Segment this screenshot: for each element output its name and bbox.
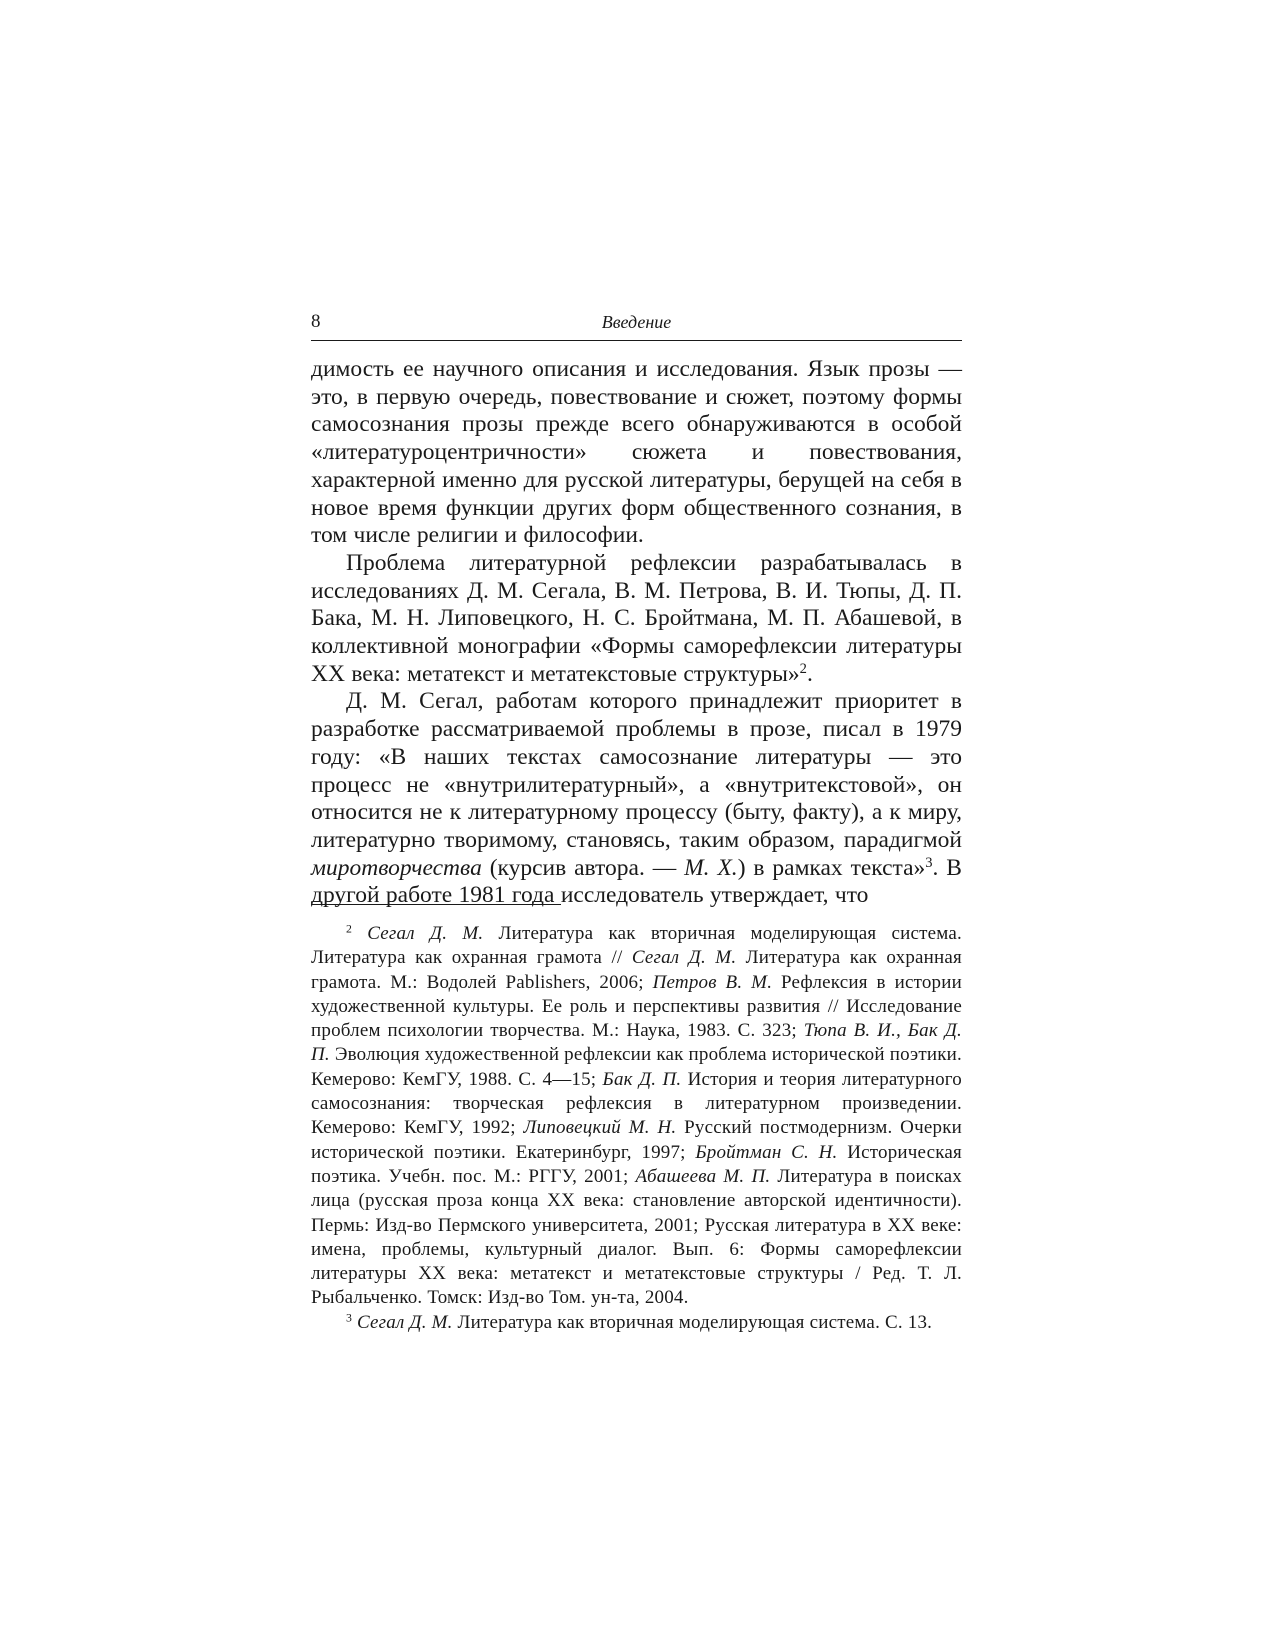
footnote-text: Литература в поисках лица (русская проза конца XX века: становление авторской идентичности). Пермь: Изд-во Пермского университета, 2001; Русская литература в XX веке: имена, проблемы, культурный диалог. Вып. 6: Формы саморефлексии литературы XX века: метатекст и метатекстовые структуры / Ред. Т. Л. Рыбальченко. Томск: Изд-во Том. ун-та, 2004.: [311, 1165, 962, 1309]
running-title: Введение: [601, 312, 672, 332]
footnote-text: Русский постмодернизм. Очерки исторической поэтики. Екатеринбург, 1997;: [311, 1117, 962, 1163]
footnote-ref-3[interactable]: 3: [925, 854, 933, 871]
paragraph-3-text-d: . В другой работе 1981 года исследователь утверждает, что: [311, 854, 962, 909]
footnote-author: Сегал Д. М.: [357, 1311, 453, 1333]
footnote-author: Сегал Д. М.: [631, 947, 737, 969]
footnote-author: Тюпа В. И., Бак Д. П.: [311, 1020, 963, 1066]
footnotes: [311, 922, 962, 1335]
footnote-separator: [311, 904, 561, 905]
running-header: [311, 310, 962, 341]
footnote-text: Рефлексия в истории художественной культуры. Ее роль и перспективы развития // Исследование проблем психологии творчества. М.: Наука, 1983. С. 323;: [311, 971, 962, 1042]
page-number: 8: [311, 311, 321, 332]
footnote-ref-2[interactable]: 2: [799, 660, 807, 677]
footnote-text: Литература как вторичная моделирующая система. С. 13.: [452, 1311, 933, 1333]
main-text: [311, 356, 962, 910]
footnote-author: Липовецкий М. Н.: [523, 1117, 677, 1139]
footnote-author: Сегал Д. М.: [367, 923, 484, 944]
footnote-text: Литература как вторичная моделирующая система. Литература как охранная грамота //: [311, 923, 962, 969]
footnote-3: [311, 1311, 962, 1335]
paragraph-3-italic-term: миротворчества: [311, 854, 482, 881]
paragraph-3-text-b: (курсив автора. —: [481, 854, 685, 881]
paragraph-2-end: .: [806, 660, 813, 687]
footnote-author: Бак Д. П.: [602, 1068, 682, 1090]
footnote-author: Петров В. М.: [652, 971, 773, 993]
footnote-number: 3: [346, 1311, 353, 1325]
paragraph-2: [311, 550, 962, 689]
paragraph-3-text-a: Д. М. Сегал, работам которого принадлежит приоритет в разработке рассматриваемой проблемы в прозе, писал в 1979 году: «В наших текстах самосознание литературы — это процесс не «внутрилитературный», а «внутритекстовой», он относится не к литературному процессу (быту, факту), а к миру, литературно творимому, становясь, таким образом, парадигмой: [311, 688, 962, 853]
footnote-text: История и теория литературного самосознания: творческая рефлексия в литературном произведении. Кемерово: КемГУ, 1992;: [311, 1068, 962, 1139]
footnote-2: [311, 922, 962, 1311]
footnote-text: Историческая поэтика. Учебн. пос. М.: РГГУ, 2001;: [311, 1141, 962, 1187]
paragraph-1: димость ее научного описания и исследования. Язык прозы — это, в первую очередь, повествование и сюжет, поэтому формы самосознания прозы прежде всего обнаруживаются в особой «литературоцентричности» сюжета и повествования, характерной именно для русской литературы, берущей на себя в новое время функции других форм общественного сознания, в том числе религии и философии.: [311, 356, 962, 549]
footnote-text: Эволюция художественной рефлексии как проблема исторической поэтики. Кемерово: КемГУ, 1988. С. 4—15;: [311, 1044, 962, 1090]
paragraph-3: [311, 688, 962, 910]
paragraph-3-author-initials: М. Х.: [684, 854, 738, 881]
footnote-author: Бройтман С. Н.: [695, 1141, 838, 1163]
footnote-text: Литература как охранная грамота. М.: Водолей Pablishers, 2006;: [311, 947, 962, 993]
footnote-author: Абашеева М. П.: [635, 1165, 771, 1187]
paragraph-2-text: Проблема литературной рефлексии разрабатывалась в исследованиях Д. М. Сегала, В. М. Петрова, В. И. Тюпы, Д. П. Бака, М. Н. Липовецкого, Н. С. Бройтмана, М. П. Абашевой, в коллективной монографии «Формы саморефлексии литературы XX века: метатекст и метатекстовые структуры»: [311, 549, 962, 687]
footnote-number: 2: [346, 922, 353, 936]
paragraph-3-text-c: ) в рамках текста»: [737, 854, 926, 881]
